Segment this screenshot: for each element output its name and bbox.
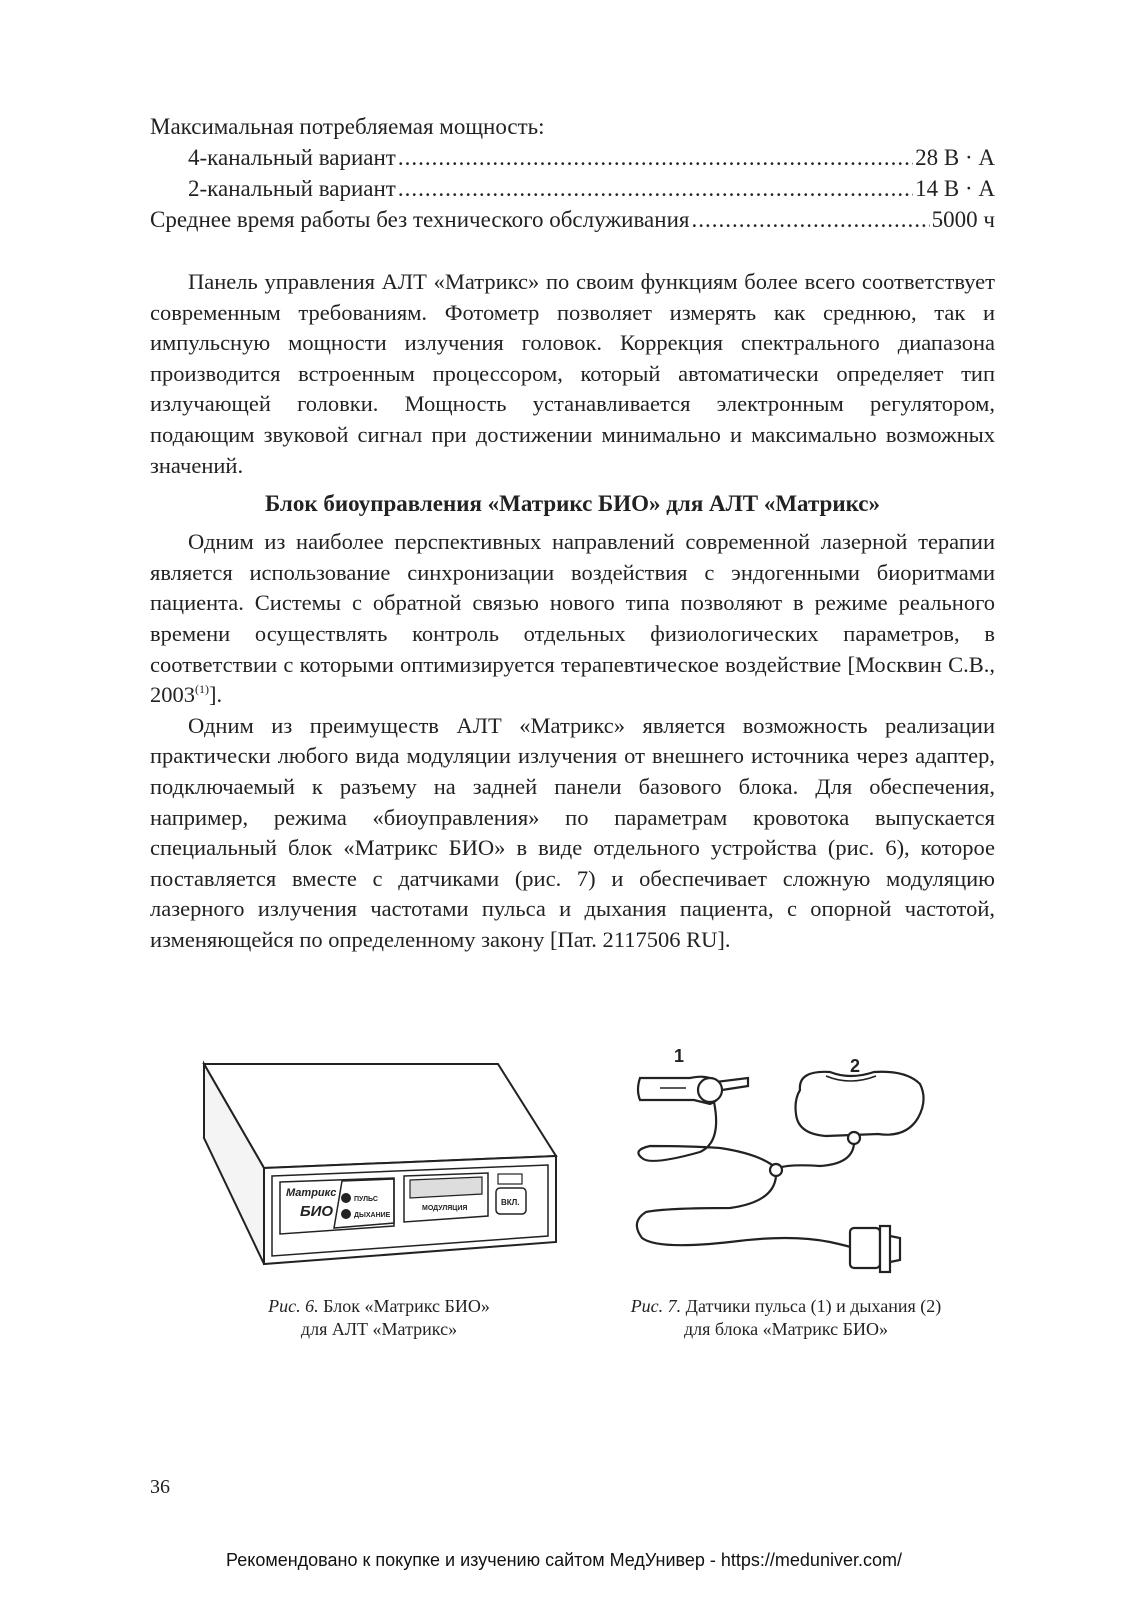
connector-plug <box>850 1228 880 1268</box>
sensor-label-1: 1 <box>674 1046 685 1066</box>
spec-label: 4-канальный вариант <box>188 145 396 170</box>
power-button-label: ВКЛ. <box>501 1198 520 1207</box>
led-breath-label: ДЫХАНИЕ <box>354 1212 391 1219</box>
spec-value: 14 В · А <box>915 176 995 201</box>
paragraph-control-panel: Панель управления АЛТ «Матрикс» по своим функциям более всего соответствует современным требованиям. Фотометр позволяет измерять как среднюю, так и импульсную мощности излучения головок. Коррекция спектрального диапазона производится встроенным процессором, который автоматически определяет тип излучающей головки. Мощность устанавливается электронным регулятором, подающим звуковой сигнал при достижении минимально и максимально возможных значений. <box>150 269 995 478</box>
spec-row <box>150 204 995 235</box>
device-brand-label: Матрикс <box>286 1187 337 1199</box>
leader-dots <box>398 142 913 173</box>
figure-6-device-illustration <box>196 1058 562 1270</box>
figure-6-caption <box>196 1295 562 1341</box>
paragraph-end: ]. <box>209 682 223 708</box>
spec-value: 28 В · А <box>915 145 995 170</box>
page-number: 36 <box>150 1476 170 1498</box>
spec-label: Среднее время работы без технического обслуживания <box>150 207 690 232</box>
leader-dots <box>691 204 929 235</box>
caption-text: для блока «Матрикс БИО» <box>684 1319 888 1339</box>
caption-prefix: Рис. 6. <box>268 1296 319 1316</box>
sensor-label-2: 2 <box>850 1056 861 1076</box>
spec-row <box>150 173 995 204</box>
breath-belt-sensor <box>796 1072 924 1136</box>
figure-7-caption <box>596 1295 976 1341</box>
spec-value: 5000 ч <box>931 207 995 232</box>
led-pulse-label: ПУЛЬС <box>354 1196 378 1203</box>
caption-prefix: Рис. 7. <box>630 1296 682 1316</box>
paragraph-biofeedback <box>150 527 995 711</box>
pulse-clip-sensor <box>638 1077 748 1104</box>
spec-row <box>150 142 995 173</box>
section-heading: Блок биоуправления «Матрикс БИО» для АЛТ «Матрикс» <box>265 491 880 517</box>
citation-superscript: (1) <box>195 682 209 697</box>
footer-recommendation: Рекомендовано к покупке и изучению сайтом МедУнивер - https://meduniver.com/ <box>226 1550 902 1570</box>
paragraph-advantages: Одним из преимуществ АЛТ «Матрикс» является возможность реализации практически любого вида модуляции излучения от внешнего источника через адаптер, подключаемый к разъему на задней панели базового блока. Для обеспечения, например, режима «биоуправления» по параметрам кровотока выпускается специальный блок «Матрикс БИО» в виде отдельного устройства (рис. 6), которое поставляется вместе с датчиками (рис. 7) и обеспечивает сложную модуляцию лазерного излучения частотами пульса и дыхания пациента, с опорной частотой, изменяющейся по определенному закону [Пат. 2117506 RU]. <box>150 712 995 952</box>
device-model-label: БИО <box>300 1203 334 1220</box>
caption-text: Блок «Матрикс БИО» <box>318 1296 490 1316</box>
page-content <box>150 112 995 955</box>
specs-title: Максимальная потребляемая мощность: <box>150 114 545 139</box>
figure-7-sensors-illustration <box>630 1042 930 1282</box>
caption-text: Датчики пульса (1) и дыхания (2) <box>681 1296 942 1316</box>
leader-dots <box>398 173 913 204</box>
display-label: МОДУЛЯЦИЯ <box>422 1205 468 1212</box>
spec-label: 2-канальный вариант <box>188 176 396 201</box>
paragraph-text: Одним из наиболее перспективных направлений современной лазерной терапии является использование синхронизации воздействия с эндогенными биоритмами пациента. Системы с обратной связью нового типа позволяют в режиме реального времени осуществлять контроль отдельных физиологических параметров, в соответствии с которыми оптимизируется терапевтическое воздействие [Москвин С.В., 2003 <box>150 529 995 708</box>
caption-text: для АЛТ «Матрикс» <box>300 1319 458 1339</box>
